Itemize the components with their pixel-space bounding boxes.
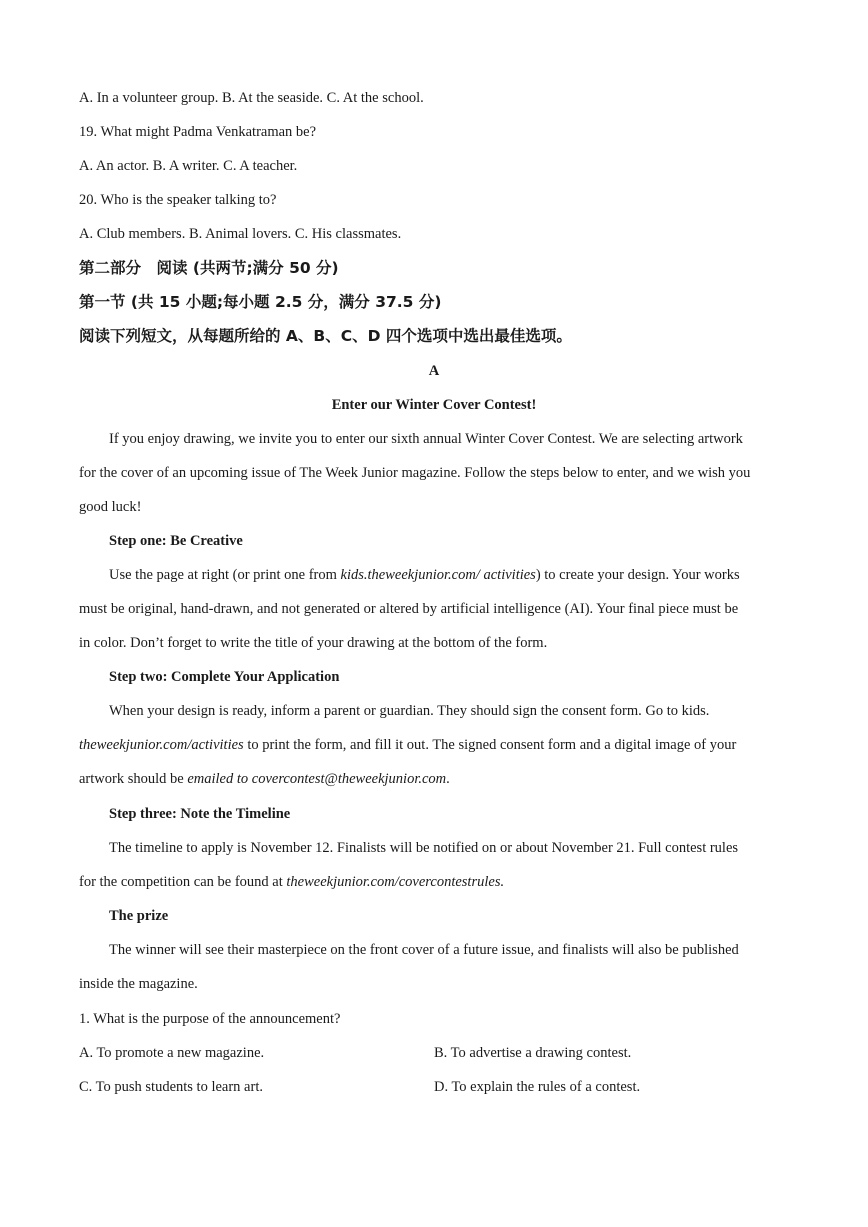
step3-line-1: The timeline to apply is November 12. Finalists will be notified on or about November 21. Full contest rules — [109, 840, 739, 856]
step1-line-3: in color. Don’t forget to write the title of your drawing at the bottom of the form. — [79, 635, 548, 651]
contest-email: emailed to covercontest@theweekjunior.com — [187, 771, 447, 787]
step2-line-2: theweekjunior.com/activities to print the form, and fill it out. The signed consent form and a digital image of your — [79, 737, 737, 753]
step2-line-3: artwork should be emailed to covercontest@theweekjunior.com. — [79, 771, 450, 787]
step2-heading: Step two: Complete Your Application — [109, 669, 340, 685]
step1-line-1: Use the page at right (or print one from kids.theweekjunior.com/ activities) to create your design. Your works — [109, 567, 740, 583]
step1-line-2: must be original, hand-drawn, and not generated or altered by artificial intelligence (AI). Your final piece must be — [79, 601, 739, 617]
q18-options: A. In a volunteer group. B. At the seaside. C. At the school. — [79, 90, 424, 106]
question1-stem: 1. What is the purpose of the announcement? — [79, 1011, 341, 1027]
prize-line-1: The winner will see their masterpiece on the front cover of a future issue, and finalists will also be published — [109, 942, 739, 958]
step3-line-2: for the competition can be found at theweekjunior.com/covercontestrules. — [79, 874, 505, 890]
q20-options: A. Club members. B. Animal lovers. C. His classmates. — [79, 226, 402, 242]
question1-option-b: B. To advertise a drawing contest. — [434, 1045, 632, 1061]
step3-heading: Step three: Note the Timeline — [109, 806, 291, 822]
activities-url-continued: theweekjunior.com/activities — [79, 737, 244, 753]
section-one-title: 第一节 (共 15 小题;每小题 2.5 分，满分 37.5 分) — [79, 293, 442, 311]
intro-line-3: good luck! — [79, 499, 142, 515]
question1-option-d: D. To explain the rules of a contest. — [434, 1079, 641, 1095]
step1-heading: Step one: Be Creative — [109, 533, 243, 549]
intro-line-2: for the cover of an upcoming issue of The Week Junior magazine. Follow the steps below to enter, and we wish you — [79, 465, 751, 481]
question1-option-c: C. To push students to learn art. — [79, 1079, 263, 1095]
part-two-title: 第二部分 阅读 (共两节;满分 50 分) — [79, 259, 339, 277]
passage-letter: A — [428, 363, 440, 379]
passage-title: Enter our Winter Cover Contest! — [331, 397, 537, 413]
prize-heading: The prize — [109, 908, 169, 924]
q19-question: 19. What might Padma Venkatraman be? — [79, 124, 317, 140]
question1-option-a: A. To promote a new magazine. — [79, 1045, 265, 1061]
reading-instruction: 阅读下列短文，从每题所给的 A、B、C、D 四个选项中选出最佳选项。 — [79, 327, 572, 345]
activities-url: kids.theweekjunior.com/ activities — [340, 567, 536, 583]
step2-line-1: When your design is ready, inform a parent or guardian. They should sign the consent form. Go to kids. — [109, 703, 710, 719]
q19-options: A. An actor. B. A writer. C. A teacher. — [79, 158, 298, 174]
q20-question: 20. Who is the speaker talking to? — [79, 192, 277, 208]
contest-rules-url: theweekjunior.com/covercontestrules. — [286, 874, 505, 890]
prize-line-2: inside the magazine. — [79, 976, 198, 992]
intro-line-1: If you enjoy drawing, we invite you to enter our sixth annual Winter Cover Contest. We are selecting artwork — [109, 431, 743, 447]
